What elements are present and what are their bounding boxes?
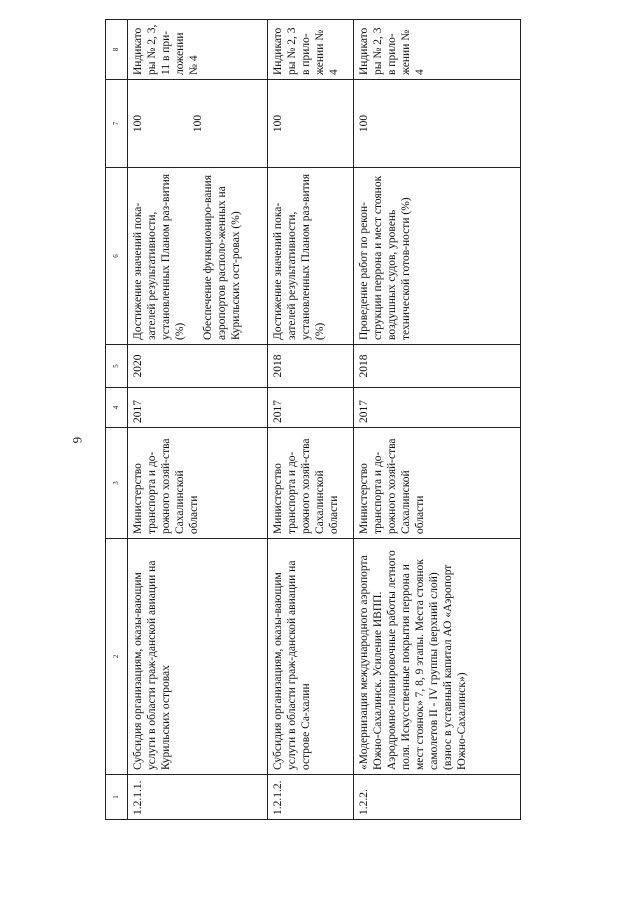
expected-result: Проведение работ по рекон-струкции перрона и мест стоянок воздушных судов, уровень технической готов-ности (%) <box>354 168 521 345</box>
header-cell: 6 <box>106 168 128 345</box>
start-year: 2017 <box>268 388 354 428</box>
start-year: 2017 <box>128 388 268 428</box>
expected-result: Достижение значений пока-зателей результативности, установленных Планом раз-вития (%) <box>268 168 354 345</box>
result-text: Достижение значений пока-зателей результативности, установленных Планом раз-вития (%) <box>132 173 187 340</box>
end-year: 2020 <box>128 345 268 388</box>
indicators: Индикаторы № 2, 3 в прило-жении № 4 <box>354 20 521 80</box>
row-number: 1.2.1.1. <box>128 775 268 820</box>
header-cell: 7 <box>106 80 128 168</box>
target-value <box>128 80 268 168</box>
table-row <box>268 20 354 820</box>
value-text: 100 <box>192 114 205 133</box>
header-cell: 4 <box>106 388 128 428</box>
target-value: 100 <box>268 80 354 168</box>
header-cell: 3 <box>106 428 128 539</box>
header-cell: 1 <box>106 775 128 820</box>
program-events-table <box>105 19 521 820</box>
header-cell: 5 <box>106 345 128 388</box>
target-value: 100 <box>354 80 521 168</box>
result-text: Обеспечение функциониро-вания аэропортов располо-женных на Курильских ост-ровах (%) <box>202 175 243 340</box>
event-name: «Модернизация международного аэропорта Южно-Сахалинск. Усиление ИВПП. Аэродромно-планировочные работы летного поля. Искусственные покрытия перрона и мест стоянок» 7, 8, 9 этапы. Места стоянок самолетов II - IV группы (верхний слой) (взнос в уставный капитал АО «Аэропорт Южно-Сахалинск») <box>354 539 521 775</box>
table-row <box>128 20 268 820</box>
row-number: 1.2.2. <box>354 775 521 820</box>
header-cell: 2 <box>106 539 128 775</box>
executor: Министерство транспорта и до-рожного хозяй-ства Сахалинской области <box>128 428 268 539</box>
header-cell: 8 <box>106 20 128 80</box>
event-name: Субсидия организациям, оказы-вающим услуги в области граж-данской авиации на Курильских островах <box>128 539 268 775</box>
table-header-row <box>106 20 128 820</box>
executor: Министерство транспорта и до-рожного хозяй-ства Сахалинской области <box>354 428 521 539</box>
start-year: 2017 <box>354 388 521 428</box>
expected-result <box>128 168 268 345</box>
executor: Министерство транспорта и до-рожного хозяй-ства Сахалинской области <box>268 428 354 539</box>
row-number: 1.2.1.2. <box>268 775 354 820</box>
event-name: Субсидия организациям, оказы-вающим услуги в области граж-данской авиации на острове Са-халин <box>268 539 354 775</box>
indicators: Индикаторы № 2, 3 в прило-жении № 4 <box>268 20 354 80</box>
end-year: 2018 <box>268 345 354 388</box>
page-number: 6 <box>70 436 85 444</box>
table-row <box>354 20 521 820</box>
value-text: 100 <box>132 114 144 133</box>
indicators: Индикаторы № 2, 3, 11 в при-ложении № 4 <box>128 20 268 80</box>
end-year: 2018 <box>354 345 521 388</box>
